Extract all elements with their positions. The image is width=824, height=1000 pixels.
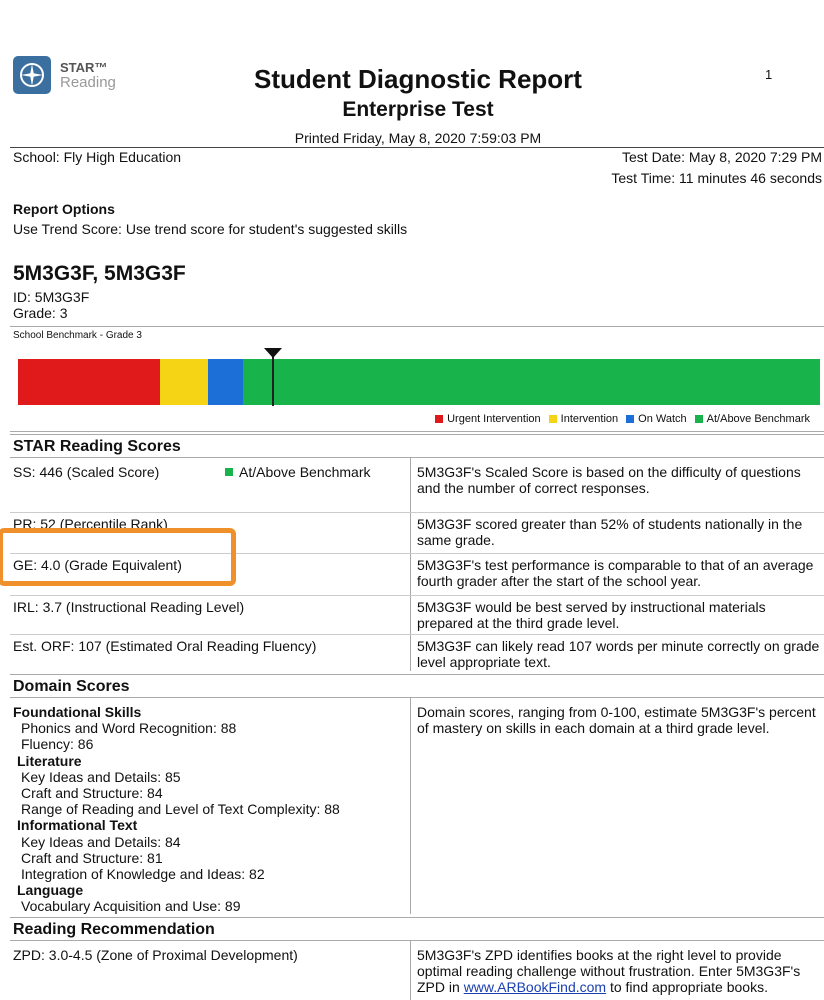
bar-on-watch [208,359,243,405]
test-time: Test Time: 11 minutes 46 seconds [611,170,822,186]
domain-heading: Foundational Skills [13,704,142,720]
student-id: ID: 5M3G3F [13,289,90,305]
legend-swatch [626,415,634,423]
score-orf-desc: 5M3G3F can likely read 107 words per minute correctly on grade level appropriate text. [417,638,820,670]
domain-item: Fluency: 86 [21,736,94,753]
legend-label: Urgent Intervention [447,413,541,425]
domain-column-divider [410,698,411,914]
zpd-desc-line: 5M3G3F's ZPD identifies books at the right level to provide [417,947,782,963]
report-options-text: Use Trend Score: Use trend score for student's suggested skills [13,221,408,237]
row-divider [10,595,824,596]
arbookfind-link[interactable]: www.ARBookFind.com [463,979,607,995]
bar-at-above-benchmark [243,359,820,405]
grade-label: Grade: [13,305,56,321]
legend-swatch [549,415,557,423]
logo-product: Reading [60,74,116,91]
score-marker-triangle-icon [264,348,282,358]
score-ge-desc: 5M3G3F's test performance is comparable to that of an average fourth grader after the start of the school year. [417,557,814,589]
row-divider [10,512,824,513]
domain-item: Craft and Structure: 81 [21,849,163,866]
printed-date: Printed Friday, May 8, 2020 7:59:03 PM [294,130,542,146]
legend-label: Intervention [560,413,619,425]
legend-item [549,413,618,425]
ge-highlight-box [0,528,236,586]
row-divider [10,634,824,635]
domain-item: Range of Reading and Level of Text Complexity: 88 [21,801,340,818]
student-name: 5M3G3F, 5M3G3F [13,262,186,285]
legend-swatch [695,415,703,423]
zpd-desc-line: optimal reading challenge without frustration. Enter 5M3G3F's [417,963,801,979]
zpd-desc-line [417,979,822,995]
domain-description: Domain scores, ranging from 0-100, estimate 5M3G3F's percent of mastery on skills in each domain at a third grade level. [417,704,816,736]
page-number: 1 [765,67,773,82]
domain-item: Integration of Knowledge and Ideas: 82 [21,866,265,883]
grade-value: 3 [59,305,68,321]
badge-swatch [225,468,233,476]
scores-section-heading: STAR Reading Scores [10,434,824,458]
legend-item [695,413,810,425]
domain-item: Craft and Structure: 84 [21,785,163,802]
logo-brand: STAR™ [60,60,108,75]
legend-item [626,413,687,425]
zpd-description [417,947,822,995]
score-pr: PR: 52 (Percentile Rank) [13,516,168,532]
legend-item [435,413,541,425]
test-date: Test Date: May 8, 2020 7:29 PM [622,149,822,165]
legend-label: At/Above Benchmark [706,413,810,425]
bar-intervention [160,359,208,405]
report-subtitle: Enterprise Test [342,98,494,121]
report-title: Student Diagnostic Report [254,64,582,94]
zpd-desc-text: ZPD in [417,979,460,995]
legend-label: On Watch [638,413,687,425]
benchmark-title: School Benchmark - Grade 3 [13,330,142,341]
score-irl: IRL: 3.7 (Instructional Reading Level) [13,599,245,615]
domain-item: Key Ideas and Details: 84 [21,833,181,850]
domain-item: Phonics and Word Recognition: 88 [21,720,237,737]
domain-item: Vocabulary Acquisition and Use: 89 [21,898,241,915]
zpd-desc-text: to find appropriate books. [609,979,768,995]
score-irl-desc: 5M3G3F would be best served by instructional materials prepared at the third grade level. [417,599,766,631]
score-orf: Est. ORF: 107 (Estimated Oral Reading Fluency) [13,638,317,654]
student-grade [13,305,68,321]
score-pr-desc: 5M3G3F scored greater than 52% of students nationally in the same grade. [417,516,803,548]
benchmark-badge [225,464,371,480]
recommendation-section-heading: Reading Recommendation [10,917,824,941]
bar-urgent-intervention [18,359,160,405]
header-divider [10,147,824,148]
domain-list [13,704,340,915]
legend-swatch [435,415,443,423]
benchmark-legend [435,413,810,425]
score-ge: GE: 4.0 (Grade Equivalent) [13,557,182,573]
domain-heading: Language [17,882,84,899]
domain-heading: Literature [17,752,82,769]
domain-item: Key Ideas and Details: 85 [21,768,181,785]
scores-column-divider [410,458,411,671]
zpd-label: ZPD: 3.0-4.5 (Zone of Proximal Development) [13,947,298,963]
score-marker-line [272,357,274,406]
score-ss: SS: 446 (Scaled Score) [13,464,160,480]
badge-label: At/Above Benchmark [239,464,371,480]
score-ss-desc: 5M3G3F's Scaled Score is based on the difficulty of questions and the number of correct responses. [417,464,801,496]
report-options-heading: Report Options [13,201,115,217]
recommendation-column-divider [410,941,411,1000]
domain-section-heading: Domain Scores [10,674,824,698]
school-name: School: Fly High Education [13,149,182,165]
domain-heading: Informational Text [17,817,138,834]
